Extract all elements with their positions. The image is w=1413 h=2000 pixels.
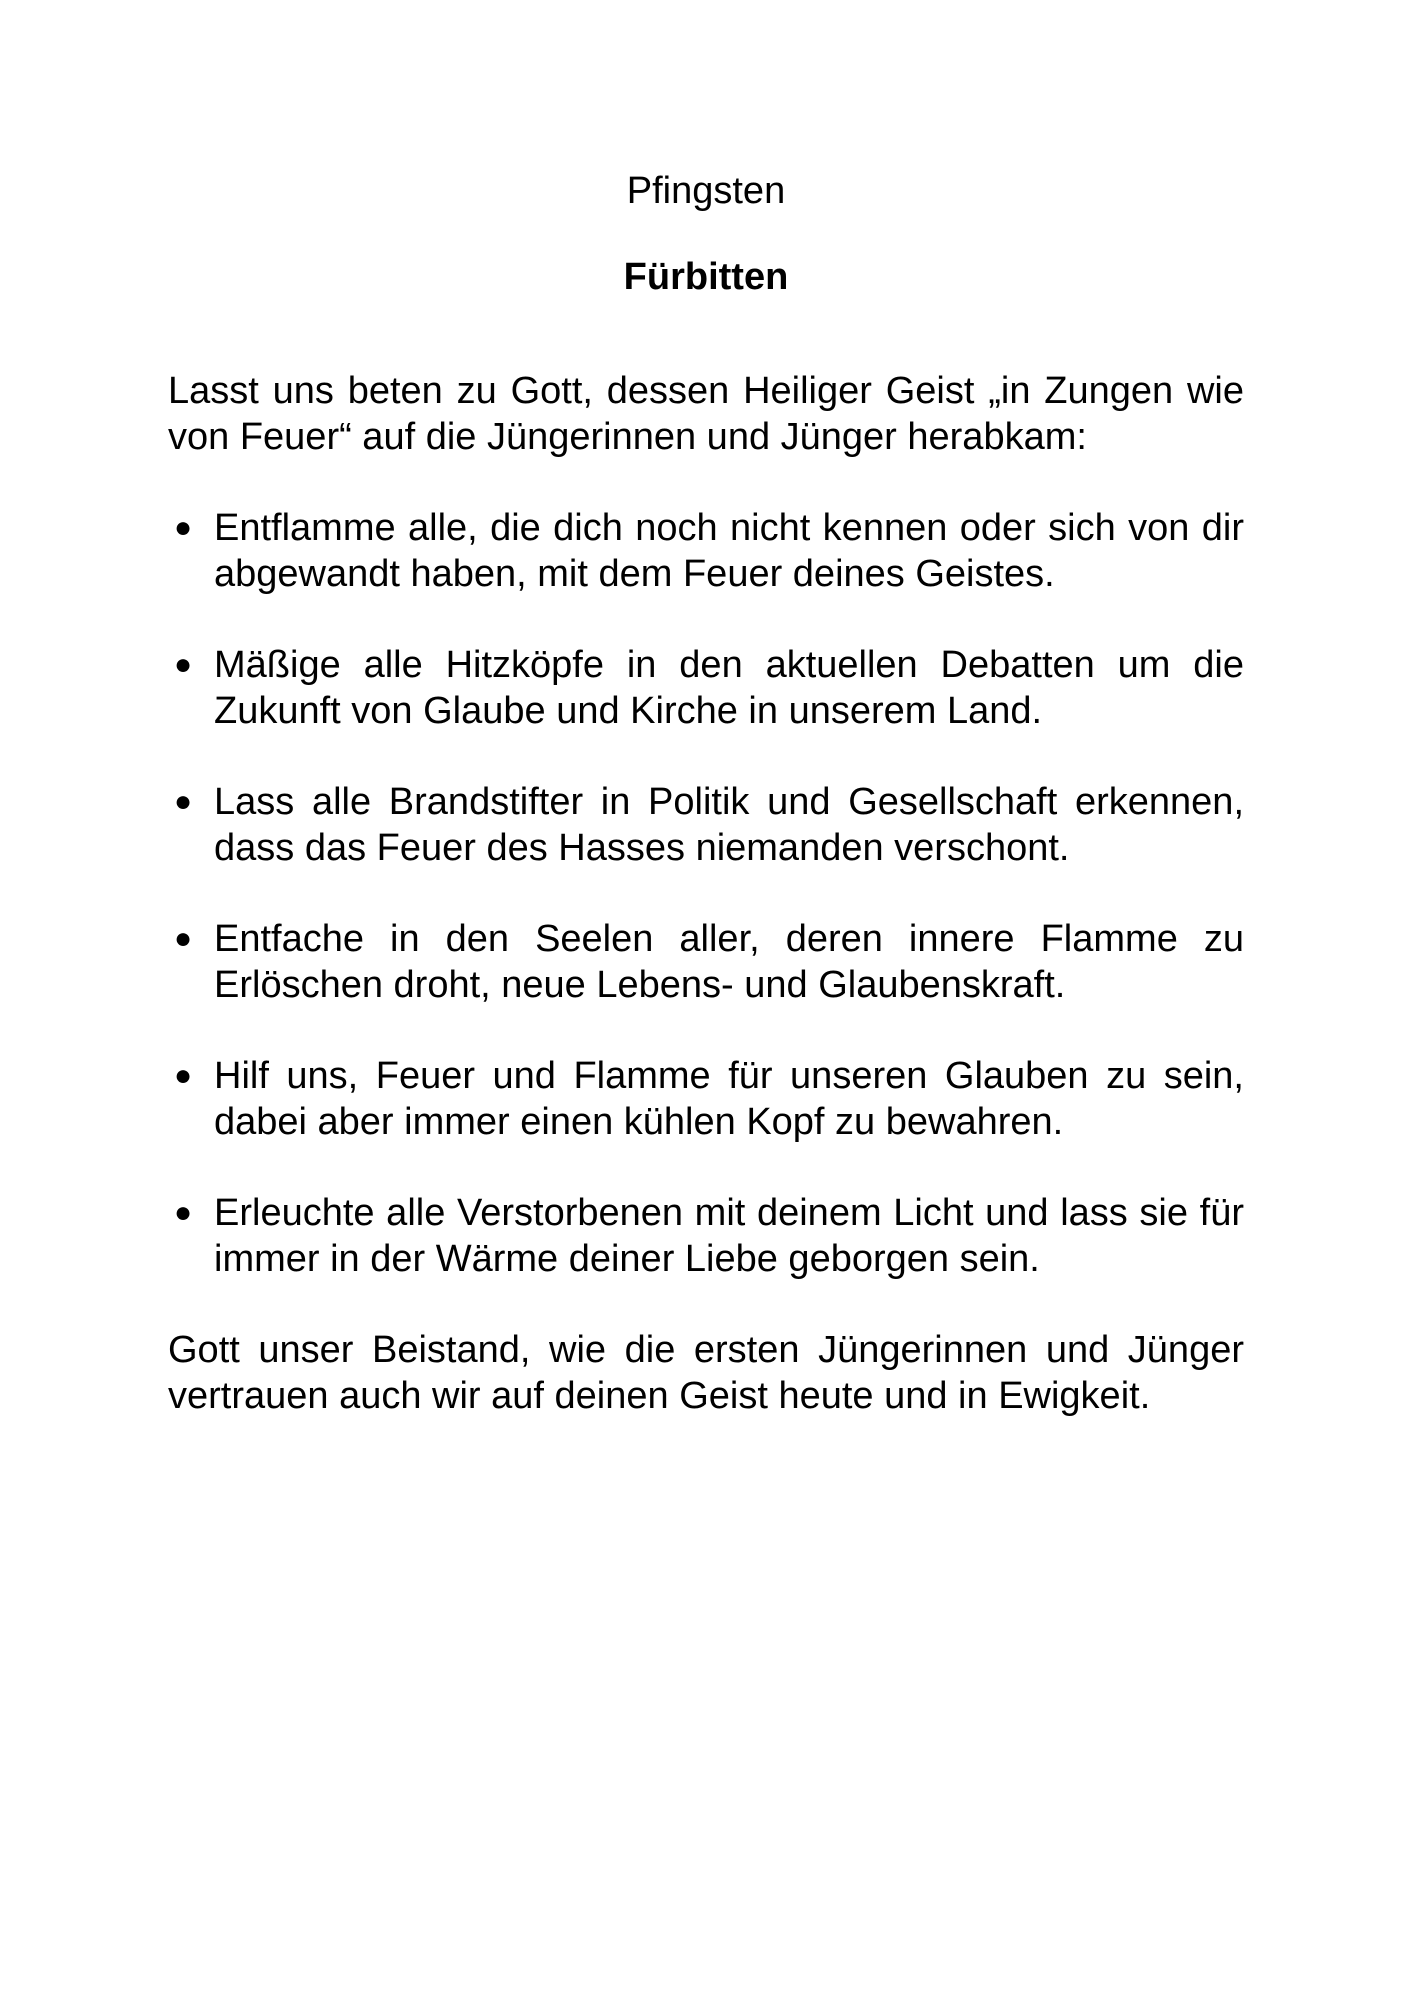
document-occasion: Pfingsten [626,170,786,212]
bullet-icon: ● [174,1196,193,1229]
document-page [168,164,1244,1419]
prayer-text: Lass alle Brandstifter in Politik und Gesellschaft erkennen, dass das Feuer des Hasses niemanden verschont. [214,781,1244,869]
bullet-icon: ● [174,1059,193,1092]
bullet-icon: ● [174,648,193,681]
bullet-icon: ● [174,922,193,955]
prayer-item [168,1190,1244,1282]
prayer-item [168,1053,1244,1145]
prayer-item [168,505,1244,597]
prayer-text: Entfache in den Seelen aller, deren innere Flamme zu Erlöschen droht, neue Lebens- und Glaubenskraft. [214,918,1244,1006]
bullet-icon: ● [174,785,193,818]
prayer-item [168,916,1244,1008]
prayer-item [168,642,1244,734]
prayer-list [168,505,1244,1282]
prayer-item [168,779,1244,871]
document-heading: Fürbitten [623,256,789,298]
prayer-text: Mäßige alle Hitzköpfe in den aktuellen Debatten um die Zukunft von Glaube und Kirche in unserem Land. [214,644,1244,732]
prayer-intro: Lasst uns beten zu Gott, dessen Heiliger Geist „in Zungen wie von Feuer“ auf die Jüngerinnen und Jünger herabkam: [168,370,1244,458]
bullet-icon: ● [174,511,193,544]
prayer-closing: Gott unser Beistand, wie die ersten Jüngerinnen und Jünger vertrauen auch wir auf deinen Geist heute und in Ewigkeit. [168,1329,1244,1417]
prayer-text: Entflamme alle, die dich noch nicht kennen oder sich von dir abgewandt haben, mit dem Feuer deines Geistes. [214,507,1244,595]
prayer-text: Erleuchte alle Verstorbenen mit deinem Licht und lass sie für immer in der Wärme deiner Liebe geborgen sein. [214,1192,1244,1280]
prayer-text: Hilf uns, Feuer und Flamme für unseren Glauben zu sein, dabei aber immer einen kühlen Kopf zu bewahren. [214,1055,1244,1143]
